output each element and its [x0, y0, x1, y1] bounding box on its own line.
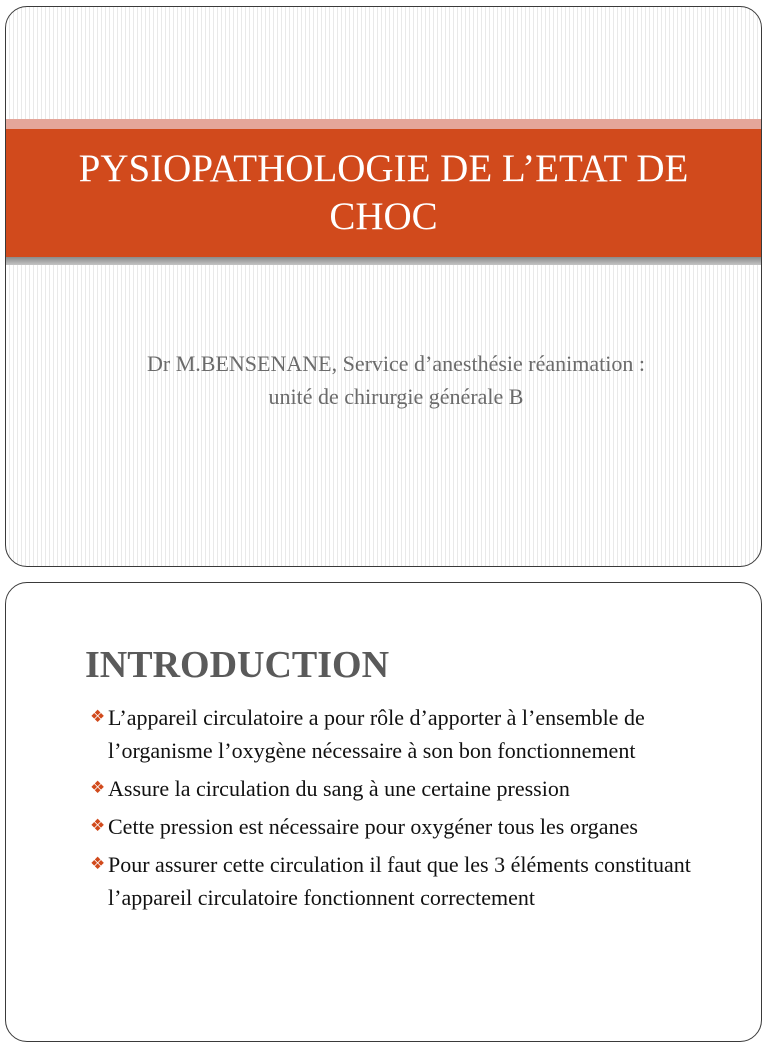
bullet-text: Pour assurer cette circulation il faut que les 3 éléments constituant l’appareil circulatoire fonctionnent correctement [108, 852, 691, 910]
list-item [86, 848, 736, 914]
diamond-bullet-icon: ❖ [90, 707, 106, 727]
bullet-text: Cette pression est nécessaire pour oxygéner tous les organes [108, 814, 638, 839]
diamond-bullet-icon: ❖ [90, 816, 106, 836]
bullet-text: Assure la circulation du sang à une certaine pression [108, 776, 570, 801]
diamond-bullet-icon: ❖ [90, 854, 106, 874]
title-slide [5, 6, 762, 567]
list-item [86, 772, 736, 805]
title-bar [6, 129, 761, 257]
slide-title: PYSIOPATHOLOGIE DE L’ETAT DE CHOC [78, 147, 689, 238]
list-item [86, 810, 736, 843]
list-item [86, 701, 736, 767]
bullet-text: L’appareil circulatoire a pour rôle d’apporter à l’ensemble de l’organisme l’oxygène nécessaire à son bon fonctionnement [108, 705, 645, 763]
diamond-bullet-icon: ❖ [90, 778, 106, 798]
slide-subtitle: Dr M.BENSENANE, Service d’anesthésie réanimation : unité de chirurgie générale B [147, 351, 645, 409]
introduction-slide [5, 582, 762, 1042]
slide-heading: INTRODUCTION [85, 644, 390, 686]
title-band-top [6, 119, 761, 129]
bullet-list [86, 701, 736, 919]
title-band-bottom [6, 257, 761, 265]
